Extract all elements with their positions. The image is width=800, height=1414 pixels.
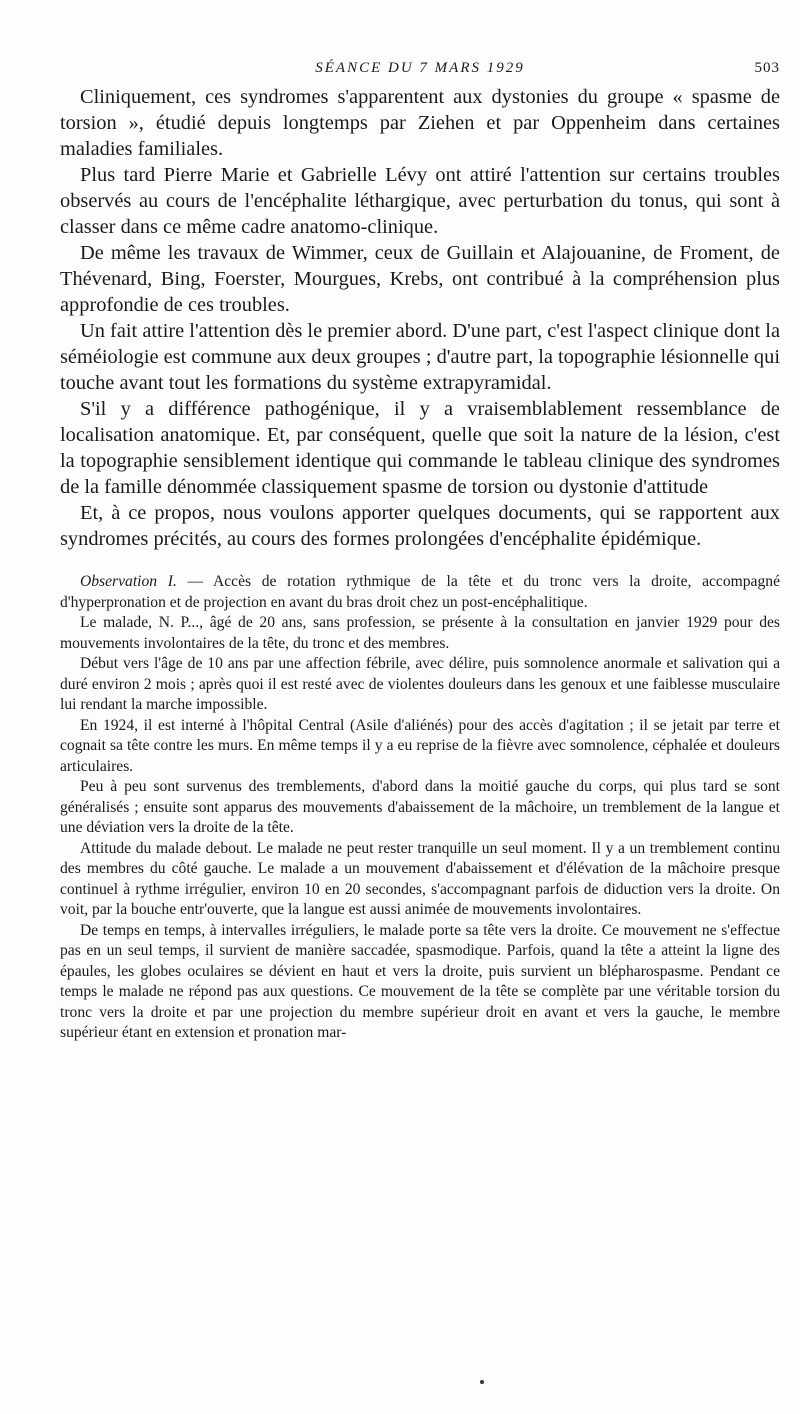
observation-intro-text: — Accès de rotation rythmique de la tête et du tronc vers la droite, accompagné d'hyperpronation et de projection en avant du bras droit chez un post-encéphalitique. bbox=[60, 573, 780, 611]
paragraph: Et, à ce propos, nous voulons apporter quelques documents, qui se rapportent aux syndromes précités, au cours des formes prolongées d'encéphalite épidémique. bbox=[60, 502, 780, 550]
observation-intro bbox=[60, 572, 780, 613]
observation-paragraph: De temps en temps, à intervalles irréguliers, le malade porte sa tête vers la droite. Ce mouvement ne s'effectue pas en un seul temps, il survient de manière saccadée, spasmodique. Parfois, quand la tête a atteint la ligne des épaules, les globes oculaires se dévient en haut et vers la droite, puis survient un blépharospasme. Pendant ce temps le malade ne répond pas aux questions. Ce mouvement de la tête se complète par une véritable torsion du tronc vers la droite et par une projection du membre supérieur droit en avant et vers la gauche, le membre supérieur étant en extension et pronation mar- bbox=[60, 921, 780, 1041]
running-head: SÉANCE DU 7 MARS 1929 bbox=[315, 60, 525, 76]
observation-paragraph: Peu à peu sont survenus des tremblements, d'abord dans la moitié gauche du corps, qui plus tard se sont généralisés ; ensuite sont apparus des mouvements d'abaissement de la mâchoire, un tremblement de la langue et une déviation vers la droite de la tête. bbox=[60, 778, 780, 836]
page-header bbox=[60, 58, 780, 84]
paragraph: S'il y a différence pathogénique, il y a vraisemblablement ressemblance de localisation anatomique. Et, par conséquent, quelle que soit la nature de la lésion, c'est la topographie sensiblement identique qui commande le tableau clinique des syndromes de la famille dénommée classiquement spasme de torsion ou dystonie d'attitude bbox=[60, 398, 780, 498]
print-speck bbox=[480, 1380, 484, 1384]
paragraph: De même les travaux de Wimmer, ceux de Guillain et Alajouanine, de Froment, de Thévenard, Bing, Foerster, Mourgues, Krebs, ont contribué à la compréhension plus approfondie de ces troubles. bbox=[60, 242, 780, 316]
observation-section bbox=[60, 572, 780, 1044]
observation-paragraph: Attitude du malade debout. Le malade ne peut rester tranquille un seul moment. Il y a un tremblement continu des membres du côté gauche. Le malade a un mouvement d'abaissement et d'élévation de la mâchoire presque continuel à rythme irrégulier, environ 10 en 20 secondes, s'accompagnant parfois de diduction vers la droite. On voit, par la bouche entr'ouverte, que la langue est aussi animée de mouvements involontaires. bbox=[60, 839, 780, 918]
paragraph: Un fait attire l'attention dès le premier abord. D'une part, c'est l'aspect clinique dont la séméiologie est commune aux deux groupes ; d'autre part, la topographie lésionnelle qui touche avant tout les formations du système extrapyramidal. bbox=[60, 320, 780, 394]
main-text bbox=[60, 84, 780, 552]
observation-paragraph: En 1924, il est interné à l'hôpital Central (Asile d'aliénés) pour des accès d'agitation ; il se jetait par terre et cognait sa tête contre les murs. En même temps il y a eu reprise de la fièvre avec somnolence, céphalée et douleurs articulaires. bbox=[60, 716, 780, 775]
page bbox=[60, 58, 780, 1044]
paragraph: Cliniquement, ces syndromes s'apparentent aux dystonies du groupe « spasme de torsion », étudié depuis longtemps par Ziehen et par Oppenheim dans certaines maladies familiales. bbox=[60, 86, 780, 160]
observation-paragraph: Le malade, N. P..., âgé de 20 ans, sans profession, se présente à la consultation en janvier 1929 pour des mouvements involontaires de la tête, du tronc et des membres. bbox=[60, 614, 780, 652]
observation-label: Observation I. bbox=[80, 573, 177, 590]
observation-paragraph: Début vers l'âge de 10 ans par une affection fébrile, avec délire, puis somnolence anormale et salivation qui a duré environ 2 mois ; après quoi il est resté avec de violentes douleurs dans les genoux et une faiblesse musculaire lui rendant la marche impossible. bbox=[60, 655, 780, 713]
paragraph: Plus tard Pierre Marie et Gabrielle Lévy ont attiré l'attention sur certains troubles observés au cours de l'encéphalite léthargique, avec perturbation du tonus, qui sont à classer dans ce même cadre anatomo-clinique. bbox=[60, 164, 780, 238]
page-number: 503 bbox=[754, 60, 780, 76]
